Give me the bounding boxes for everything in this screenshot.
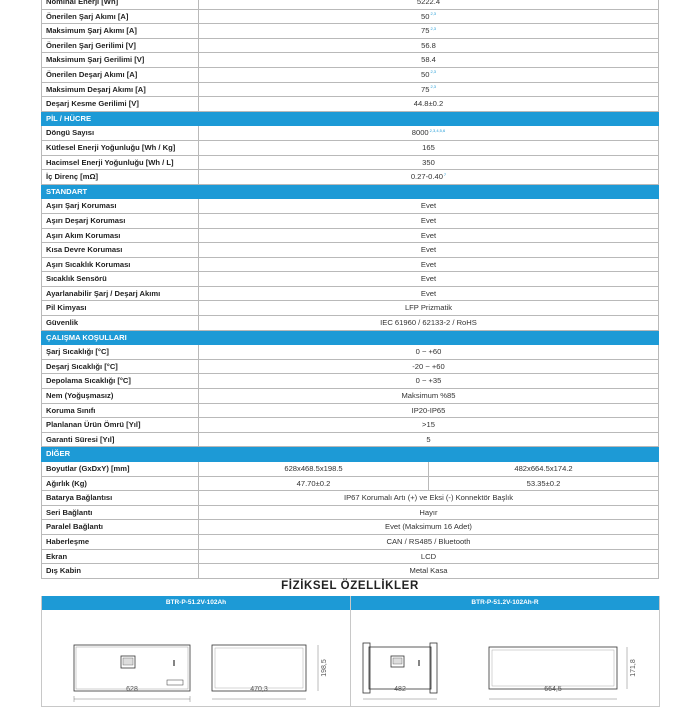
spec-label: Önerilen Şarj Gerilimi [V] bbox=[42, 38, 199, 53]
spec-label: Aşırı Sıcaklık Koruması bbox=[42, 257, 199, 272]
dim-height-text: 198,5 bbox=[321, 659, 328, 677]
spec-row bbox=[42, 345, 659, 360]
spec-value-text: Evet bbox=[420, 274, 437, 284]
spec-row bbox=[42, 389, 659, 404]
spec-value-text: Evet bbox=[420, 230, 437, 240]
spec-value bbox=[199, 38, 659, 53]
spec-label: Boyutlar (GxDxY) [mm] bbox=[42, 462, 199, 477]
panel-model-label: BTR-P-51.2V-102Ah-R bbox=[351, 596, 659, 610]
dim-side-text: 470,3 bbox=[250, 686, 268, 693]
spec-row bbox=[42, 9, 659, 24]
spec-label: Koruma Sınıfı bbox=[42, 403, 199, 418]
spec-value-text: 5222.4 bbox=[416, 0, 441, 6]
spec-value bbox=[199, 213, 659, 228]
spec-value-text: Evet bbox=[420, 259, 437, 269]
spec-value bbox=[199, 359, 659, 374]
spec-value-text: LFP Prizmatik bbox=[404, 303, 453, 313]
spec-value bbox=[199, 53, 659, 68]
dim-front-text: 482 bbox=[394, 686, 406, 693]
spec-value bbox=[199, 9, 659, 24]
spec-label: Hacimsel Enerji Yoğunluğu [Wh / L] bbox=[42, 155, 199, 170]
spec-value bbox=[199, 155, 659, 170]
spec-row bbox=[42, 170, 659, 185]
spec-label: Ağırlık (Kg) bbox=[42, 476, 199, 491]
spec-row bbox=[42, 126, 659, 141]
spec-row bbox=[42, 286, 659, 301]
spec-value-text: 165 bbox=[422, 142, 435, 152]
spec-row bbox=[42, 257, 659, 272]
spec-value bbox=[199, 24, 659, 39]
spec-row bbox=[42, 534, 659, 549]
spec-label: Aşırı Şarj Koruması bbox=[42, 199, 199, 214]
battery-drawing-rack bbox=[351, 610, 659, 706]
spec-value-text: Evet (Maksimum 16 Adet) bbox=[385, 522, 472, 532]
spec-value-text: 58.4 bbox=[421, 55, 436, 65]
spec-value bbox=[199, 403, 659, 418]
spec-row bbox=[42, 403, 659, 418]
spec-value bbox=[199, 491, 659, 506]
spec-label: Deşarj Kesme Gerilimi [V] bbox=[42, 97, 199, 112]
spec-row bbox=[42, 82, 659, 97]
spec-label: Nem (Yoğuşmasız) bbox=[42, 389, 199, 404]
spec-row bbox=[42, 67, 659, 82]
rack-front-outline bbox=[369, 647, 431, 689]
spec-row bbox=[42, 564, 659, 579]
spec-value bbox=[199, 126, 659, 141]
spec-value bbox=[199, 534, 659, 549]
spec-value-text: Evet bbox=[420, 288, 437, 298]
spec-value bbox=[199, 257, 659, 272]
spec-value-text: IEC 61960 / 62133-2 / RoHS bbox=[380, 318, 477, 328]
spec-row bbox=[42, 97, 659, 112]
lcd-display-icon bbox=[123, 658, 133, 665]
panel-model-label: BTR-P-51.2V-102Ah bbox=[42, 596, 350, 610]
spec-value bbox=[199, 432, 659, 447]
dim-front-text: 628 bbox=[126, 686, 138, 693]
section-header bbox=[42, 111, 659, 126]
spec-row bbox=[42, 199, 659, 214]
spec-row bbox=[42, 213, 659, 228]
section-title: STANDART bbox=[42, 184, 659, 199]
spec-value-text: IP67 Korumalı Artı (+) ve Eksi (-) Konnektör Başlık bbox=[343, 493, 514, 503]
spec-value-rack: 482x664.5x174.2 bbox=[429, 462, 659, 477]
spec-value-text: Evet bbox=[420, 245, 437, 255]
spec-value bbox=[199, 549, 659, 564]
spec-label: Garanti Süresi [Yıl] bbox=[42, 432, 199, 447]
spec-value bbox=[199, 564, 659, 579]
spec-label: Kısa Devre Koruması bbox=[42, 243, 199, 258]
spec-label: Depolama Sıcaklığı [°C] bbox=[42, 374, 199, 389]
spec-label: Aşırı Akım Koruması bbox=[42, 228, 199, 243]
spec-value bbox=[199, 418, 659, 433]
spec-row bbox=[42, 432, 659, 447]
spec-value bbox=[199, 345, 659, 360]
section-header bbox=[42, 447, 659, 462]
battery-drawing-standard bbox=[42, 610, 350, 706]
spec-row bbox=[42, 418, 659, 433]
spec-label: Seri Bağlantı bbox=[42, 505, 199, 520]
spec-value bbox=[199, 97, 659, 112]
spec-value bbox=[199, 301, 659, 316]
spec-value-text: Evet bbox=[420, 201, 437, 211]
spec-value bbox=[199, 389, 659, 404]
rack-side-inner bbox=[492, 650, 614, 686]
spec-value-text: >15 bbox=[422, 420, 435, 430]
spec-row bbox=[42, 359, 659, 374]
spec-value-text: LCD bbox=[420, 551, 437, 561]
side-view-inner bbox=[215, 648, 303, 688]
spec-value bbox=[199, 199, 659, 214]
spec-value bbox=[199, 170, 659, 185]
spec-value-text: 0 ~ +60 bbox=[415, 347, 442, 357]
spec-value bbox=[199, 374, 659, 389]
footnote-ref: 7 bbox=[443, 171, 447, 177]
footnote-ref: 2,3 bbox=[430, 11, 436, 17]
spec-value bbox=[199, 228, 659, 243]
spec-row bbox=[42, 38, 659, 53]
spec-row bbox=[42, 505, 659, 520]
spec-row bbox=[42, 316, 659, 331]
spec-value bbox=[199, 140, 659, 155]
spec-row bbox=[42, 549, 659, 564]
spec-value bbox=[199, 505, 659, 520]
section-header bbox=[42, 184, 659, 199]
footnote-ref: 2,3 bbox=[430, 84, 436, 90]
spec-label: Maksimum Deşarj Akımı [A] bbox=[42, 82, 199, 97]
spec-value-text: 56.8 bbox=[421, 40, 436, 50]
connector-icon bbox=[167, 680, 183, 685]
section-header bbox=[42, 330, 659, 345]
spec-label: Kütlesel Enerji Yoğunluğu [Wh / Kg] bbox=[42, 140, 199, 155]
spec-row bbox=[42, 491, 659, 506]
spec-value-text: IP20-IP65 bbox=[411, 405, 446, 415]
spec-value bbox=[199, 286, 659, 301]
spec-label: Haberleşme bbox=[42, 534, 199, 549]
spec-value-text: 50 bbox=[420, 69, 430, 79]
rack-side-outline bbox=[489, 647, 617, 689]
spec-value-text: Maksimum %85 bbox=[401, 391, 456, 401]
spec-row bbox=[42, 243, 659, 258]
spec-label: Deşarj Sıcaklığı [°C] bbox=[42, 359, 199, 374]
spec-label: Sıcaklık Sensörü bbox=[42, 272, 199, 287]
spec-label: Dış Kabin bbox=[42, 564, 199, 579]
spec-table bbox=[41, 0, 659, 579]
spec-row-split bbox=[42, 476, 659, 491]
section-title: DİĞER bbox=[42, 447, 659, 462]
spec-label: Maksimum Şarj Gerilimi [V] bbox=[42, 53, 199, 68]
spec-label: Maksimum Şarj Akımı [A] bbox=[42, 24, 199, 39]
spec-label: Paralel Bağlantı bbox=[42, 520, 199, 535]
spec-value-text: CAN / RS485 / Bluetooth bbox=[386, 536, 471, 546]
spec-row bbox=[42, 272, 659, 287]
spec-value-text: 44.8±0.2 bbox=[413, 99, 444, 109]
spec-label: Önerilen Deşarj Akımı [A] bbox=[42, 67, 199, 82]
spec-value-text: 350 bbox=[422, 157, 435, 167]
spec-label: Batarya Bağlantısı bbox=[42, 491, 199, 506]
spec-value bbox=[199, 0, 659, 9]
spec-row-split bbox=[42, 462, 659, 477]
spec-row bbox=[42, 53, 659, 68]
spec-value-text: 5 bbox=[426, 434, 431, 444]
footnote-ref: 2,3 bbox=[430, 69, 436, 75]
spec-value-standard: 47.70±0.2 bbox=[199, 476, 429, 491]
spec-row bbox=[42, 520, 659, 535]
spec-label: Güvenlik bbox=[42, 316, 199, 331]
spec-value bbox=[199, 243, 659, 258]
spec-value-text: 8000 bbox=[411, 128, 429, 138]
spec-value-rack: 53.35±0.2 bbox=[429, 476, 659, 491]
spec-value-standard: 628x468.5x198.5 bbox=[199, 462, 429, 477]
spec-row bbox=[42, 24, 659, 39]
spec-value-text: 75 bbox=[420, 26, 430, 36]
spec-row bbox=[42, 301, 659, 316]
spec-value-text: Metal Kasa bbox=[409, 566, 448, 576]
spec-label: Nominal Enerji [Wh] bbox=[42, 0, 199, 9]
dim-side-text: 664,5 bbox=[544, 686, 562, 693]
spec-label: Ekran bbox=[42, 549, 199, 564]
spec-value bbox=[199, 82, 659, 97]
footnote-ref: 2,3,4,5,6 bbox=[429, 127, 446, 133]
spec-row bbox=[42, 155, 659, 170]
lcd-display-icon bbox=[393, 658, 402, 664]
spec-value bbox=[199, 316, 659, 331]
spec-label: Aşırı Deşarj Koruması bbox=[42, 213, 199, 228]
physical-panel-standard bbox=[41, 596, 351, 707]
spec-value-text: 50 bbox=[420, 11, 430, 21]
section-title: ÇALIŞMA KOŞULLARI bbox=[42, 330, 659, 345]
spec-row bbox=[42, 140, 659, 155]
spec-value bbox=[199, 67, 659, 82]
spec-row bbox=[42, 228, 659, 243]
section-title: PİL / HÜCRE bbox=[42, 111, 659, 126]
spec-label: İç Direnç [mΩ] bbox=[42, 170, 199, 185]
spec-value bbox=[199, 272, 659, 287]
physical-title: FİZİKSEL ÖZELLİKLER bbox=[281, 580, 419, 592]
spec-value-text: 0 ~ +35 bbox=[415, 376, 442, 386]
spec-row bbox=[42, 0, 659, 9]
spec-value bbox=[199, 520, 659, 535]
spec-value-text: 75 bbox=[420, 84, 430, 94]
dim-height-text: 171,8 bbox=[630, 659, 637, 677]
spec-label: Önerilen Şarj Akımı [A] bbox=[42, 9, 199, 24]
side-view-outline bbox=[212, 645, 306, 691]
spec-row bbox=[42, 374, 659, 389]
spec-value-text: Hayır bbox=[419, 507, 438, 517]
spec-value-text: 0.27-0.40 bbox=[410, 172, 443, 182]
spec-label: Döngü Sayısı bbox=[42, 126, 199, 141]
spec-label: Şarj Sıcaklığı [°C] bbox=[42, 345, 199, 360]
physical-panel-rack bbox=[350, 596, 660, 707]
spec-label: Ayarlanabilir Şarj / Deşarj Akımı bbox=[42, 286, 199, 301]
spec-value-text: -20 ~ +60 bbox=[412, 361, 445, 371]
spec-label: Pil Kimyası bbox=[42, 301, 199, 316]
spec-value-text: Evet bbox=[420, 215, 437, 225]
spec-label: Planlanan Ürün Ömrü [Yıl] bbox=[42, 418, 199, 433]
footnote-ref: 2,3 bbox=[430, 25, 436, 31]
spec-sheet bbox=[41, 0, 659, 579]
